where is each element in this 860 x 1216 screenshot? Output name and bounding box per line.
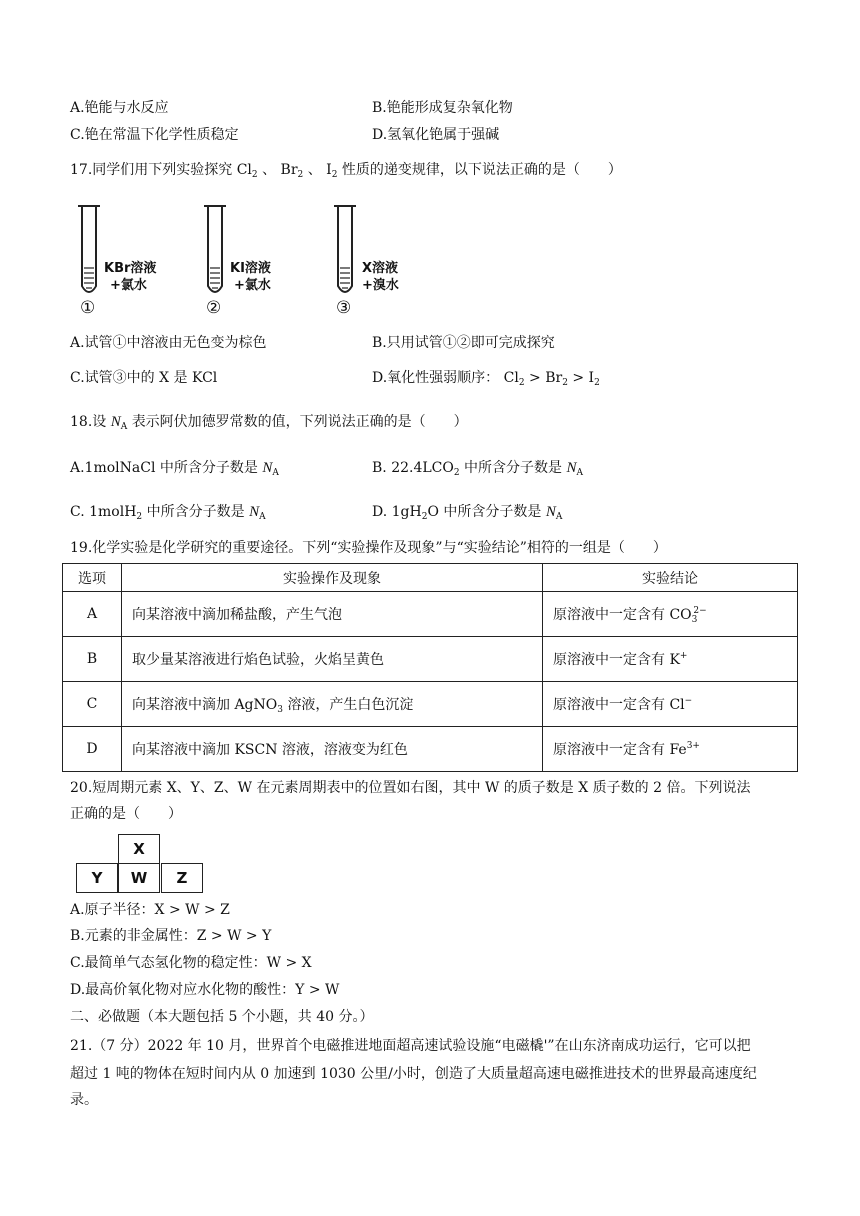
table-row [63, 592, 798, 637]
table-header: 实验结论 [543, 564, 798, 592]
test-tube-icon [330, 204, 360, 300]
test-tube-icon [200, 204, 230, 300]
table-cell-option: D [63, 727, 122, 772]
table-cell-option: A [63, 592, 122, 637]
cell-w: W [118, 863, 160, 893]
table-cell-operation: 向某溶液中滴加 AgNO$_3$ 溶液，产生白色沉淀 [122, 682, 543, 727]
table-cell-conclusion: 原溶液中一定含有 $CO_3^{2-}$ [543, 592, 798, 637]
cell-z: Z [161, 863, 203, 893]
q16-option-d: D.氢氧化铯属于强碱 [372, 127, 500, 143]
q17-option-a: A.试管①中溶液由无色变为棕色 [70, 335, 267, 351]
tube-3-label: X溶液 +溴水 [362, 261, 399, 293]
q19-table [62, 563, 798, 772]
cell-y: Y [76, 863, 118, 893]
table-header: 选项 [63, 564, 122, 592]
test-tube-3 [330, 204, 360, 304]
q19-stem: 19.化学实验是化学研究的重要途径。下列“实验操作及现象”与“实验结论”相符的一组是（ ） [70, 540, 667, 556]
tube-1-number: ① [80, 298, 96, 318]
q20-option-d: D.最高价氧化物对应水化物的酸性：Y > W [70, 982, 340, 998]
table-cell-conclusion: 原溶液中一定含有 $Fe^{3+}$ [543, 727, 798, 772]
table-cell-operation: 取少量某溶液进行焰色试验，火焰呈黄色 [122, 637, 543, 682]
table-cell-option: C [63, 682, 122, 727]
table-header-row [63, 564, 798, 592]
table-cell-operation: 向某溶液中滴加稀盐酸，产生气泡 [122, 592, 543, 637]
q17-option-c: C.试管③中的 X 是 KCl [70, 370, 218, 386]
q18-option-a: A.1molNaCl 中所含分子数是 $N_A$ [70, 460, 279, 478]
test-tube-2 [200, 204, 230, 304]
table-row [63, 682, 798, 727]
q21-line1: 21.（7 分）2022 年 10 月，世界首个电磁推进地面超高速试验设施“电磁橇'”在山东济南成功运行，它可以把 [70, 1038, 751, 1054]
q20-option-b: B.元素的非金属性：Z > W > Y [70, 928, 272, 944]
tube-2-number: ② [206, 298, 222, 318]
q20-stem-line2: 正确的是（ ） [70, 806, 182, 822]
q18-stem: 18.设 $N_A$ 表示阿伏加德罗常数的值，下列说法正确的是（ ） [70, 414, 468, 432]
cell-x: X [118, 834, 160, 864]
q16-option-b: B.铯能形成复杂氧化物 [372, 100, 513, 116]
q20-stem-line1: 20.短周期元素 X、Y、Z、W 在元素周期表中的位置如右图，其中 W 的质子数是 X 质子数的 2 倍。下列说法 [70, 780, 751, 796]
tube-1-label: KBr溶液 +氯水 [104, 261, 157, 293]
tube-3-number: ③ [336, 298, 352, 318]
table-row [63, 637, 798, 682]
q16-option-c: C.铯在常温下化学性质稳定 [70, 127, 239, 143]
q16-option-a: A.铯能与水反应 [70, 100, 169, 116]
section-heading: 二、必做题（本大题包括 5 个小题，共 40 分。） [70, 1009, 374, 1025]
q20-option-c: C.最简单气态氢化物的稳定性：W > X [70, 955, 312, 971]
q18-option-d: D. $1gH_2O$ 中所含分子数是 $N_A$ [372, 504, 563, 522]
q21-line2: 超过 1 吨的物体在短时间内从 0 加速到 1030 公里/小时，创造了大质量超高速电磁推进技术的世界最高速度纪 [70, 1066, 757, 1082]
q21-line3: 录。 [70, 1092, 98, 1108]
q20-option-a: A.原子半径：X > W > Z [70, 902, 230, 918]
table-cell-operation: 向某溶液中滴加 KSCN 溶液，溶液变为红色 [122, 727, 543, 772]
q17-option-b: B.只用试管①②即可完成探究 [372, 335, 555, 351]
q18-option-c: C. 1molH$_2$ 中所含分子数是 $N_A$ [70, 504, 266, 522]
tube-2-label: KI溶液 +氯水 [230, 261, 271, 293]
test-tube-1 [74, 204, 104, 304]
q18-option-b: B. $22.4LCO_2$ 中所含分子数是 $N_A$ [372, 460, 584, 478]
test-tube-icon [74, 204, 104, 300]
q17-stem: 17.同学们用下列实验探究 $Cl_2$ 、 $Br_2$ 、 $I_2$ 性质的递变规律，以下说法正确的是（ ） [70, 162, 622, 180]
table-row [63, 727, 798, 772]
q17-option-d: D.氧化性强弱顺序： $Cl_2 > Br_2 > I_2$ [372, 370, 600, 388]
table-header: 实验操作及现象 [122, 564, 543, 592]
table-cell-option: B [63, 637, 122, 682]
table-cell-conclusion: 原溶液中一定含有 Cl− [543, 682, 798, 727]
table-cell-conclusion: 原溶液中一定含有 K+ [543, 637, 798, 682]
